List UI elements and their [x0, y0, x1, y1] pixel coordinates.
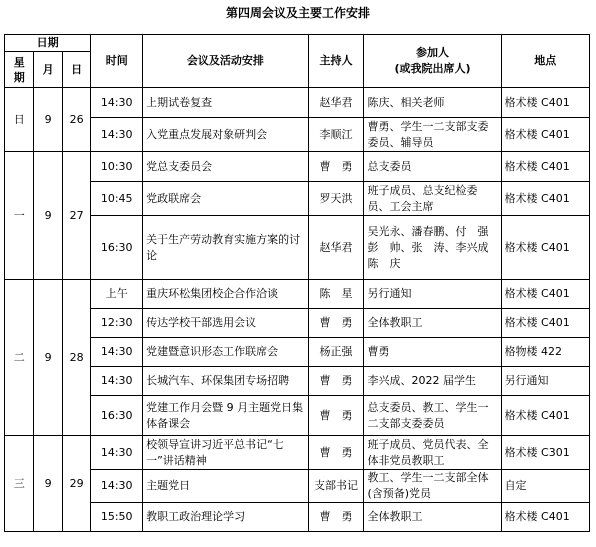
location-cell: 格术楼 C301	[501, 436, 589, 470]
location-cell: 格物楼 422	[501, 338, 589, 367]
participants-cell: 班子成员、总支纪检委员、工会主席	[364, 182, 501, 216]
header-time: 时间	[91, 35, 143, 88]
table-row	[5, 88, 590, 118]
table-row	[5, 280, 590, 309]
day-cell: 27	[62, 152, 90, 280]
time-cell: 14:30	[91, 338, 143, 367]
header-month: 月	[34, 52, 62, 88]
table-row	[5, 309, 590, 338]
table-row	[5, 470, 590, 503]
weekday-cell: 二	[5, 280, 34, 436]
table-row	[5, 503, 590, 532]
time-cell: 10:45	[91, 182, 143, 216]
header-host: 主持人	[308, 35, 364, 88]
location-cell: 格术楼 C401	[501, 280, 589, 309]
day-cell: 26	[62, 88, 90, 152]
location-cell: 格术楼 C401	[501, 88, 589, 118]
location-cell: 格术楼 C401	[501, 216, 589, 280]
participants-cell: 曹勇	[364, 338, 501, 367]
participants-cell: 全体教职工	[364, 503, 501, 532]
table-row	[5, 118, 590, 152]
month-cell: 9	[34, 436, 62, 532]
weekday-cell: 三	[5, 436, 34, 532]
header-weekday: 星期	[5, 52, 34, 88]
time-cell: 上午	[91, 280, 143, 309]
time-cell: 14:30	[91, 367, 143, 396]
participants-cell: 曹勇、学生一二支部支委委员、辅导员	[364, 118, 501, 152]
time-cell: 10:30	[91, 152, 143, 182]
header-participants-line1: 参加人	[416, 46, 450, 59]
table-row	[5, 367, 590, 396]
activity-cell: 关于生产劳动教育实施方案的讨论	[143, 216, 309, 280]
location-cell: 格术楼 C401	[501, 309, 589, 338]
activity-cell: 校领导宣讲习近平总书记“七一”讲话精神	[143, 436, 309, 470]
participants-cell: 另行通知	[364, 280, 501, 309]
header-location: 地点	[501, 35, 589, 88]
time-cell: 14:30	[91, 436, 143, 470]
activity-cell: 入党重点发展对象研判会	[143, 118, 309, 152]
time-cell: 14:30	[91, 470, 143, 503]
host-cell: 陈 星	[308, 280, 364, 309]
day-cell: 28	[62, 280, 90, 436]
host-cell: 李顺江	[308, 118, 364, 152]
host-cell: 曹 勇	[308, 503, 364, 532]
location-cell: 另行通知	[501, 367, 589, 396]
participants-cell: 总支委员、教工、学生一二支部支委委员	[364, 396, 501, 436]
table-row	[5, 152, 590, 182]
time-cell: 15:50	[91, 503, 143, 532]
month-cell: 9	[34, 152, 62, 280]
table-row	[5, 216, 590, 280]
table-row	[5, 338, 590, 367]
participants-cell: 教工、学生一二支部全体(含预备)党员	[364, 470, 501, 503]
header-date: 日期	[5, 35, 91, 52]
month-cell: 9	[34, 280, 62, 436]
location-cell: 格术楼 C401	[501, 152, 589, 182]
host-cell: 赵华君	[308, 88, 364, 118]
month-cell: 9	[34, 88, 62, 152]
header-participants	[364, 35, 501, 88]
weekday-cell: 日	[5, 88, 34, 152]
table-row	[5, 182, 590, 216]
time-cell: 14:30	[91, 118, 143, 152]
header-day: 日	[62, 52, 90, 88]
host-cell: 杨正强	[308, 338, 364, 367]
host-cell: 罗天洪	[308, 182, 364, 216]
table-row	[5, 396, 590, 436]
activity-cell: 主题党日	[143, 470, 309, 503]
time-cell: 16:30	[91, 396, 143, 436]
time-cell: 14:30	[91, 88, 143, 118]
activity-cell: 教职工政治理论学习	[143, 503, 309, 532]
page-title: 第四周会议及主要工作安排	[225, 6, 370, 20]
weekday-cell: 一	[5, 152, 34, 280]
location-cell: 格术楼 C401	[501, 503, 589, 532]
schedule-table	[4, 34, 590, 532]
host-cell: 赵华君	[308, 216, 364, 280]
host-cell: 曹 勇	[308, 309, 364, 338]
host-cell: 支部书记	[308, 470, 364, 503]
header-participants-line2: (或我院出席人)	[394, 62, 471, 75]
participants-cell: 李兴成、2022 届学生	[364, 367, 501, 396]
activity-cell: 党政联席会	[143, 182, 309, 216]
participants-cell: 陈庆、相关老师	[364, 88, 501, 118]
participants-cell: 总支委员	[364, 152, 501, 182]
day-cell: 29	[62, 436, 90, 532]
location-cell: 格术楼 C401	[501, 182, 589, 216]
host-cell: 曹 勇	[308, 436, 364, 470]
activity-cell: 传达学校干部选用会议	[143, 309, 309, 338]
activity-cell: 重庆环松集团校企合作洽谈	[143, 280, 309, 309]
location-cell: 格术楼 C401	[501, 396, 589, 436]
participants-cell: 班子成员、党员代表、全体非党员教职工	[364, 436, 501, 470]
activity-cell: 长城汽车、环保集团专场招聘	[143, 367, 309, 396]
header-activity: 会议及活动安排	[143, 35, 309, 88]
schedule-body	[5, 88, 590, 532]
activity-cell: 上期试卷复查	[143, 88, 309, 118]
table-row	[5, 436, 590, 470]
host-cell: 曹 勇	[308, 152, 364, 182]
activity-cell: 党总支委员会	[143, 152, 309, 182]
time-cell: 16:30	[91, 216, 143, 280]
activity-cell: 党建工作月会暨 9 月主题党日集体备课会	[143, 396, 309, 436]
host-cell: 曹 勇	[308, 396, 364, 436]
time-cell: 12:30	[91, 309, 143, 338]
participants-cell: 吴光永、潘春鹏、付 强 彭 帅、张 涛、李兴成 陈 庆	[364, 216, 501, 280]
host-cell: 曹 勇	[308, 367, 364, 396]
participants-cell: 全体教职工	[364, 309, 501, 338]
activity-cell: 党建暨意识形态工作联席会	[143, 338, 309, 367]
location-cell: 格术楼 C401	[501, 118, 589, 152]
location-cell: 自定	[501, 470, 589, 503]
